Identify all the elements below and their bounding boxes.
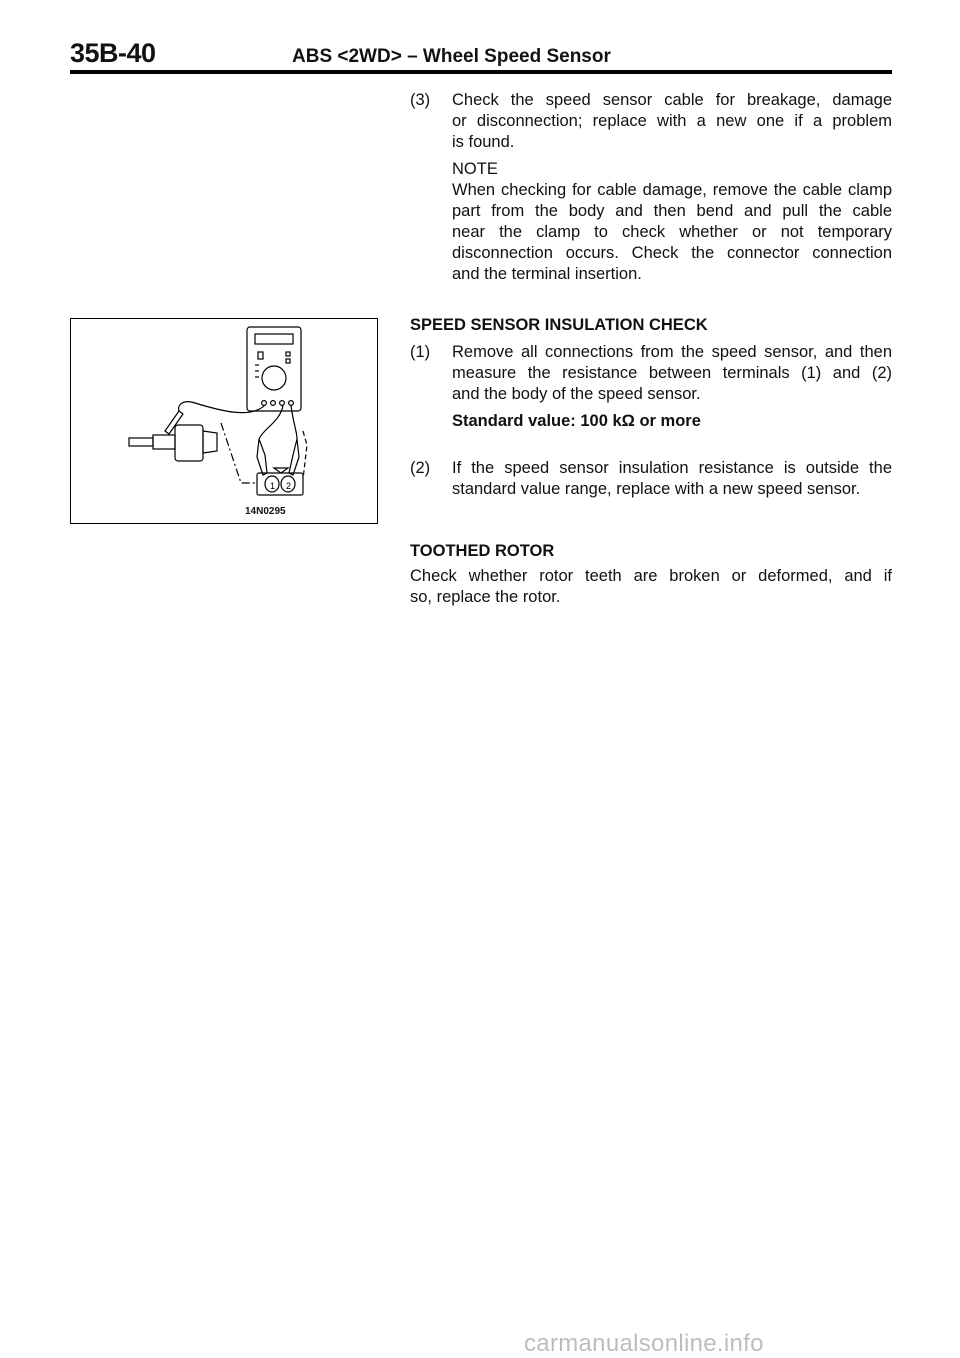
multimeter-sensor-illustration xyxy=(71,319,377,523)
terminal-label-2: 2 xyxy=(286,481,292,491)
text-line: measure the resistance between terminals (1) and (2) xyxy=(452,364,892,382)
text-line: or disconnection; replace with a new one if a problem xyxy=(452,112,892,130)
text-line: If the speed sensor insulation resistance is outside the xyxy=(452,459,892,477)
note-line: disconnection occurs. Check the connector connection xyxy=(452,244,892,262)
text-line: and the body of the speed sensor. xyxy=(452,385,701,403)
note-line: near the clamp to check whether or not temporary xyxy=(452,223,892,241)
text-line: standard value range, replace with a new speed sensor. xyxy=(452,480,861,498)
item-text xyxy=(410,566,892,608)
item-text xyxy=(452,342,892,432)
terminal-label-1: 1 xyxy=(270,481,276,491)
watermark: carmanualsonline.info xyxy=(524,1330,764,1357)
header-rule xyxy=(70,70,892,74)
speed-sensor-body xyxy=(175,425,203,461)
item-number: (1) xyxy=(410,343,431,361)
toothed-rotor-heading: TOOTHED ROTOR xyxy=(410,542,555,560)
page-number: 35B-40 xyxy=(70,38,156,68)
text-line: so, replace the rotor. xyxy=(410,588,561,606)
figure-code: 14N0295 xyxy=(245,506,286,517)
multimeter-dial xyxy=(262,366,286,390)
text-line: Check whether rotor teeth are broken or deformed, and if xyxy=(410,567,892,585)
note-label: NOTE xyxy=(452,160,498,178)
page-title: ABS <2WD> – Wheel Speed Sensor xyxy=(292,46,611,67)
insulation-check-heading: SPEED SENSOR INSULATION CHECK xyxy=(410,316,708,334)
item-number: (2) xyxy=(410,459,431,477)
note-line: When checking for cable damage, remove the cable clamp xyxy=(452,181,892,199)
figure-box xyxy=(70,318,378,524)
connector xyxy=(257,473,303,495)
item-text xyxy=(452,458,892,500)
note-line: part from the body and then bend and pull the cable xyxy=(452,202,892,220)
standard-value: Standard value: 100 kΩ or more xyxy=(452,412,701,430)
item-text xyxy=(452,90,892,285)
multimeter-display xyxy=(255,334,293,344)
text-line: Remove all connections from the speed sensor, and then xyxy=(452,343,892,361)
note-line: and the terminal insertion. xyxy=(452,265,642,283)
item-number: (3) xyxy=(410,91,431,109)
text-line: Check the speed sensor cable for breakage, damage xyxy=(452,91,892,109)
text-line: is found. xyxy=(452,133,515,151)
